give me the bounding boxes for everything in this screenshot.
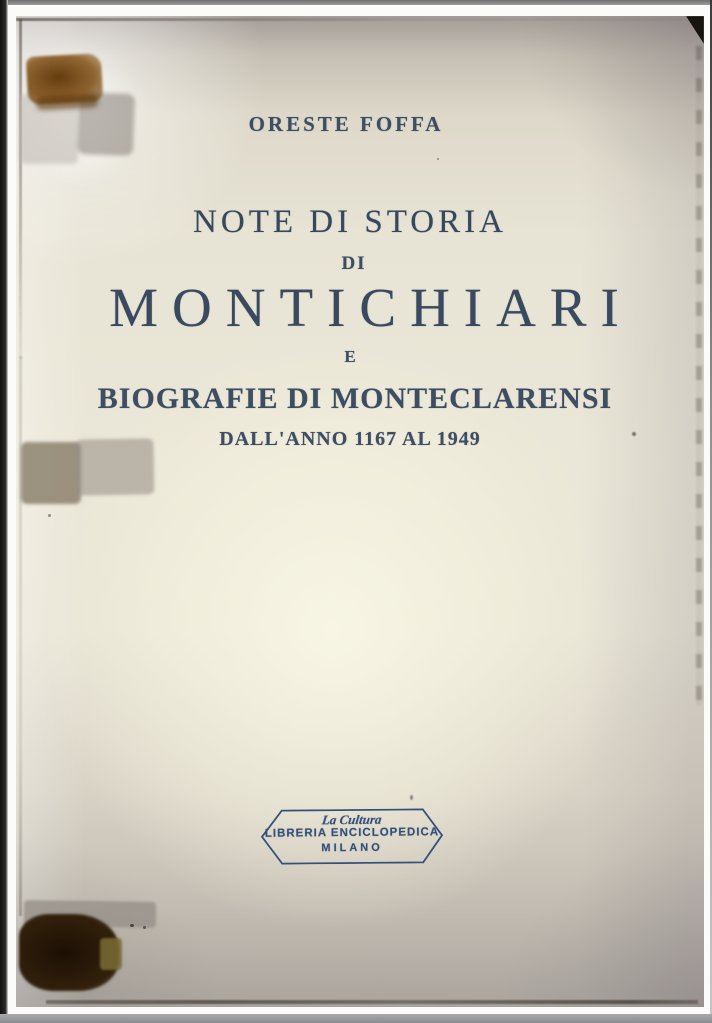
top-right-corner-shadow	[686, 16, 704, 44]
author-name: ORESTE FOFFA	[248, 112, 444, 136]
paper-speck	[410, 795, 413, 800]
title-line-di: DI	[341, 253, 367, 274]
publisher-name: LIBRERIA ENCICLOPEDICA	[264, 826, 440, 840]
title-line-e: E	[344, 347, 356, 366]
title-line-note-di-storia: NOTE DI STORIA	[193, 204, 507, 240]
tape-mark-top-left-brown	[26, 53, 103, 105]
title-line-montichiari: MONTICHIARI	[109, 277, 633, 338]
book-cover-photo	[16, 16, 704, 1007]
cover-top-edge-line	[16, 18, 704, 21]
subtitle-year-range: DALL'ANNO 1167 AL 1949	[219, 428, 481, 450]
tape-residue-bottom-left-olive	[100, 938, 122, 970]
cover-right-worn-edge	[696, 46, 702, 706]
paper-speck	[130, 924, 134, 927]
tape-mark-middle-left-brown	[21, 442, 81, 504]
frame-border-left	[0, 0, 8, 1023]
title-line-biografie: BIOGRAFIE DI MONTECLARENSI	[97, 382, 613, 415]
publisher-stamp	[261, 808, 443, 865]
paper-speck	[437, 158, 439, 160]
cover-bottom-edge-line	[46, 1000, 698, 1004]
frame-border-bottom	[0, 1014, 712, 1023]
publisher-script-name: La Cultura	[321, 811, 383, 828]
frame-border-top	[0, 0, 712, 5]
paper-speck	[48, 514, 51, 517]
paper-speck	[143, 926, 146, 929]
publisher-city: MILANO	[321, 841, 383, 855]
